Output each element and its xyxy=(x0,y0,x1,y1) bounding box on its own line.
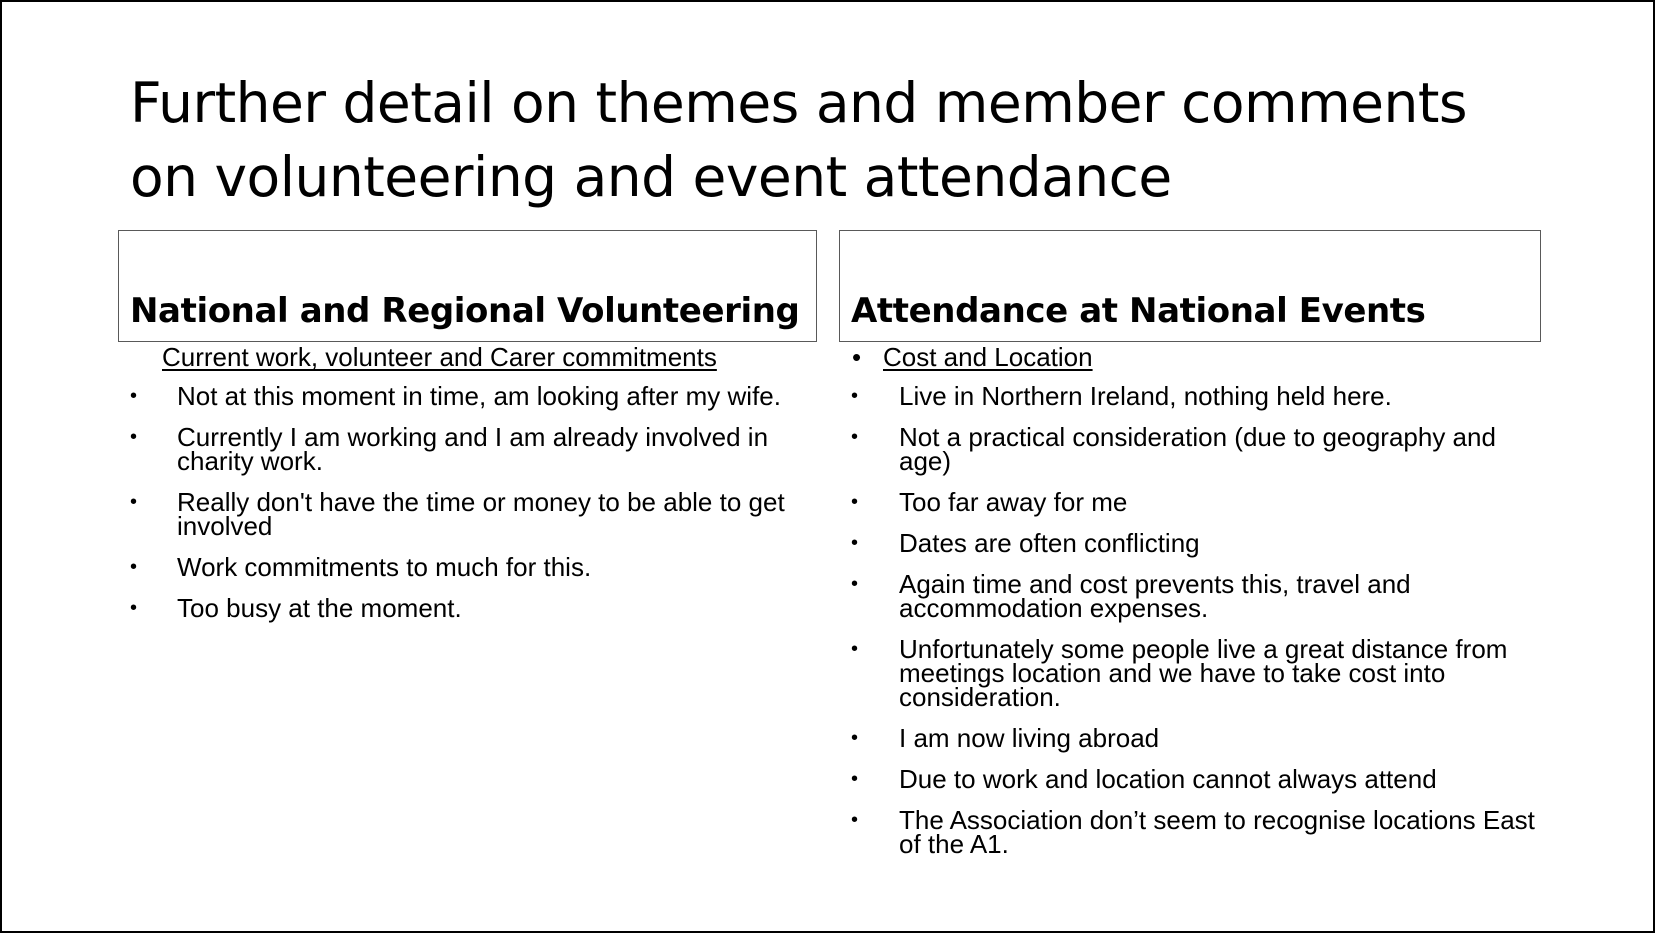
list-item-text: Really don't have the time or money to be able to get involved xyxy=(177,487,785,541)
list-item xyxy=(851,381,1541,411)
bullet-icon: • xyxy=(130,556,138,578)
list-item-text: Live in Northern Ireland, nothing held here. xyxy=(899,381,1392,411)
list-item xyxy=(851,723,1541,753)
list-item xyxy=(130,593,810,623)
bullet-icon: • xyxy=(130,426,138,448)
list-item-text: Due to work and location cannot always attend xyxy=(899,764,1437,794)
bullet-icon: • xyxy=(130,597,138,619)
list-item xyxy=(130,381,810,411)
bullet-icon: • xyxy=(851,638,859,660)
bullet-icon: • xyxy=(851,727,859,749)
list-item xyxy=(851,805,1541,859)
list-item-text: Currently I am working and I am already involved in charity work. xyxy=(177,422,769,476)
bullet-icon: • xyxy=(851,532,859,554)
list-item-text: Unfortunately some people live a great distance from meetings location and we have to take cost into consideration. xyxy=(899,634,1508,712)
list-item-text: The Association don’t seem to recognise locations East of the A1. xyxy=(899,805,1535,859)
slide-title-line-2: on volunteering and event attendance xyxy=(130,145,1172,209)
list-item-text: Too far away for me xyxy=(899,487,1128,517)
list-item-text: Work commitments to much for this. xyxy=(177,552,592,582)
bullet-icon: • xyxy=(851,385,859,407)
right-column-heading: Attendance at National Events xyxy=(851,291,1426,331)
list-item-text: Dates are often conflicting xyxy=(899,528,1200,558)
right-bullet-list xyxy=(851,381,1541,873)
list-item xyxy=(130,487,810,541)
list-item xyxy=(851,487,1541,517)
list-item xyxy=(130,422,810,476)
left-column-heading: National and Regional Volunteering xyxy=(130,291,800,331)
bullet-icon: • xyxy=(851,491,859,513)
list-item xyxy=(130,552,810,582)
slide-title-line-1: Further detail on themes and member comments xyxy=(130,71,1468,135)
list-item xyxy=(851,528,1541,558)
right-column-subheading: Cost and Location xyxy=(883,342,1093,372)
list-item-text: Again time and cost prevents this, travel and accommodation expenses. xyxy=(899,569,1411,623)
list-item xyxy=(851,764,1541,794)
list-item xyxy=(851,634,1541,712)
bullet-icon: • xyxy=(851,426,859,448)
bullet-icon: • xyxy=(851,809,859,831)
left-bullet-list xyxy=(130,381,810,637)
list-item xyxy=(851,422,1541,476)
bullet-icon: • xyxy=(130,385,138,407)
list-item xyxy=(851,569,1541,623)
bullet-icon: • xyxy=(851,768,859,790)
bullet-icon: • xyxy=(851,573,859,595)
list-item-text: Not a practical consideration (due to geography and age) xyxy=(899,422,1496,476)
list-item-text: Not at this moment in time, am looking after my wife. xyxy=(177,381,781,411)
bullet-icon: • xyxy=(852,342,862,372)
list-item-text: Too busy at the moment. xyxy=(177,593,462,623)
bullet-icon: • xyxy=(130,491,138,513)
left-column-subheading: Current work, volunteer and Carer commitments xyxy=(162,342,717,372)
list-item-text: I am now living abroad xyxy=(899,723,1160,753)
slide-title xyxy=(130,66,1530,214)
